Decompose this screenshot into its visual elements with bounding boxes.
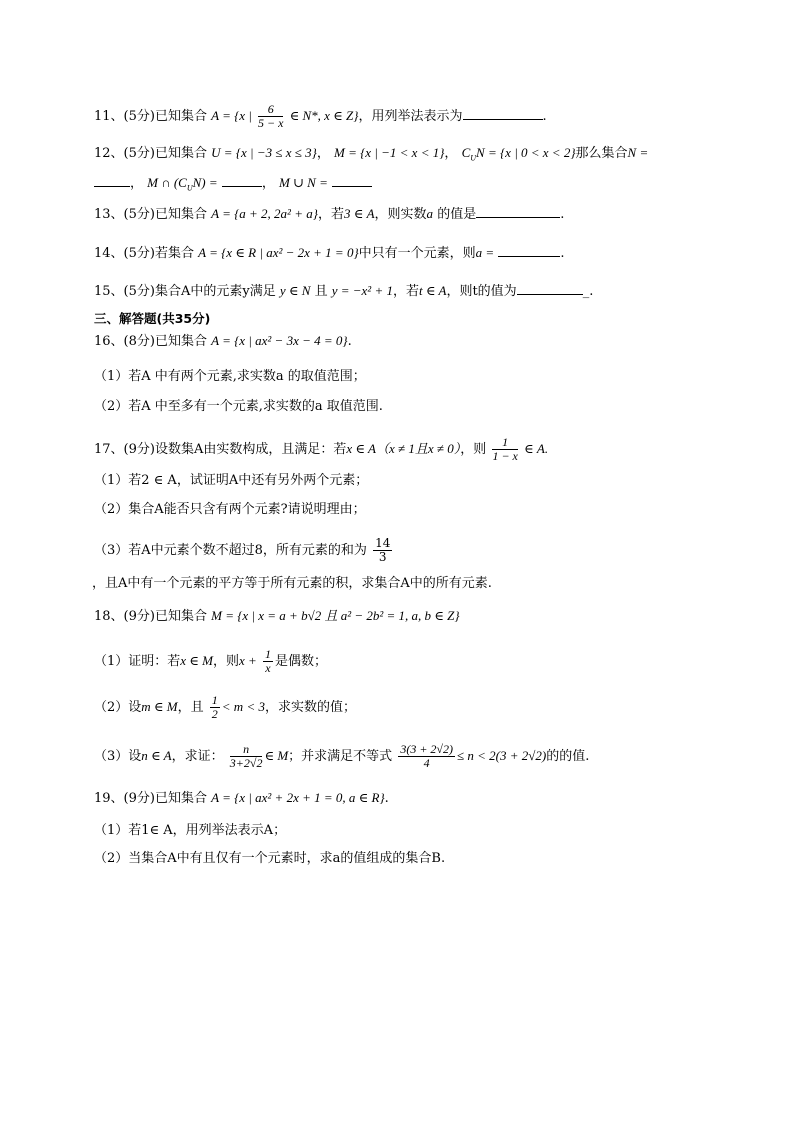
q17-fraction bbox=[492, 436, 517, 463]
q15-text3: ，若 bbox=[392, 284, 419, 299]
q14-ask: a = bbox=[475, 245, 495, 260]
q18-p2-den: 2 bbox=[211, 707, 218, 721]
q17-part-3-text: （3）若A中元素个数不超过8，所有元素的和为 bbox=[94, 543, 367, 558]
q12-union: M ∪ N = bbox=[278, 175, 328, 190]
q15-end: . bbox=[589, 284, 594, 299]
q18-p1-den: x bbox=[265, 661, 271, 675]
q12-ask: N = bbox=[627, 145, 649, 160]
q18-p3e: ；并求满足不等式 bbox=[288, 749, 393, 764]
q12-intersection: M ∩ $(C_UN)$ = bbox=[147, 175, 218, 193]
q17-frac-den: 1 − x bbox=[492, 449, 518, 463]
q14-mid: 中只有一个元素，则 bbox=[358, 246, 476, 261]
q18-expr: M = {x | x = a + b√2 且 a² − 2b² = 1, a, b ∈ Z} bbox=[211, 608, 460, 623]
q17-part-3 bbox=[94, 537, 394, 564]
q16-expr: A = {x | ax² − 3x − 4 = 0} bbox=[211, 333, 348, 348]
q15-text4: ，则t的值为 bbox=[446, 284, 517, 299]
question-12 bbox=[94, 144, 648, 168]
q13-answer-blank[interactable] bbox=[476, 204, 560, 218]
q19-part-2: （2）当集合A中有且仅有一个元素时，求a的值组成的集合B. bbox=[94, 851, 446, 866]
q12-blank-n[interactable] bbox=[94, 173, 130, 187]
q19-prefix: 19、(9分)已知集合 bbox=[94, 791, 207, 806]
q18-p3d: ∈ M bbox=[264, 748, 289, 763]
q11-prefix: 11、(5分)已知集合 bbox=[94, 109, 207, 124]
q18-p3f: ≤ n < 2(3 + 2√2) bbox=[457, 748, 547, 763]
q13-prefix: 13、(5分)已知集合 bbox=[94, 207, 207, 222]
q13-mid2: ，则实数 bbox=[374, 207, 427, 222]
q11-mid: ，用列举法表示为 bbox=[358, 109, 463, 124]
question-15 bbox=[94, 281, 593, 301]
q16-part-1: （1）若A 中有两个元素,求实数a 的取值范围； bbox=[94, 369, 366, 384]
q15-text2: 且 bbox=[314, 284, 328, 299]
q12-sep2: ， bbox=[444, 146, 458, 161]
q12-sep1: ， bbox=[316, 146, 330, 161]
q18-p2a: （2）设 bbox=[94, 700, 142, 715]
q18-p1-fraction bbox=[263, 648, 273, 675]
q12-blank-union[interactable] bbox=[332, 173, 372, 187]
q11-set-a: A = {x | bbox=[211, 108, 252, 123]
q16-part-2: （2）若A 中至多有一个元素,求实数的a 取值范围. bbox=[94, 399, 383, 414]
q17-part-1: （1）若2 ∈ A，试证明A中还有另外两个元素； bbox=[94, 473, 369, 488]
question-12-line2: ， M ∩ $(C_UN)$ = ， M ∪ N = bbox=[94, 173, 372, 198]
q18-part-2 bbox=[94, 694, 356, 721]
q15-blank-tail: _ bbox=[582, 284, 590, 299]
q18-prefix: 18、(9分)已知集合 bbox=[94, 609, 207, 624]
q18-p1e: 是偶数； bbox=[274, 654, 327, 669]
q15-text1: A中的元素y满足 bbox=[180, 284, 276, 299]
q11-end: . bbox=[542, 109, 547, 124]
q12-set-m: M = {x | −1 < x < 1} bbox=[333, 145, 445, 160]
q14-expr: A = {x ∈ R | ax² − 2x + 1 = 0} bbox=[198, 245, 359, 260]
q18-p1c: ，则 bbox=[213, 654, 240, 669]
q12-prefix: 12、(5分)已知集合 bbox=[94, 146, 207, 161]
q19-expr: A = {x | ax² + 2x + 1 = 0, a ∈ R} bbox=[211, 790, 385, 805]
q18-p3-num: n bbox=[230, 743, 263, 757]
q17-p3-den: 3 bbox=[378, 550, 387, 564]
q11-answer-blank[interactable] bbox=[463, 106, 543, 120]
q12-set-cun: $C_UN = \{x$ | 0 < x < 2} bbox=[461, 145, 576, 163]
q17-p3-num: 14 bbox=[375, 536, 391, 550]
q18-p1b: x ∈ M bbox=[180, 653, 214, 668]
q13-expr: A = {a + 2, 2a² + a} bbox=[211, 206, 318, 221]
q18-p3-den2: 4 bbox=[423, 756, 430, 770]
q18-p3-den: 3+2√2 bbox=[229, 756, 263, 770]
q11-fraction bbox=[258, 103, 283, 130]
q19-part-1: （1）若1∈ A，用列举法表示A； bbox=[94, 823, 287, 838]
question-19 bbox=[94, 789, 389, 808]
section-3-title: 三、解答题(共35分) bbox=[94, 311, 211, 326]
question-13: 13、(5分)已知集合 A = {a + 2, 2a² + a}，若3 ∈ A，则实数a 的值是 . bbox=[94, 206, 565, 222]
q17-part-3-continued: ，且A中有一个元素的平方等于所有元素的积，求集合A中的所有元素. bbox=[92, 576, 492, 591]
q12-mid: 那么集合 bbox=[575, 146, 628, 161]
q16-end: . bbox=[347, 334, 352, 349]
question-16 bbox=[94, 332, 352, 351]
q17-part-2: （2）集合A能否只含有两个元素?请说明理由； bbox=[94, 502, 366, 517]
question-11 bbox=[94, 103, 547, 130]
q11-frac-den: 5 − x bbox=[258, 116, 284, 130]
q17-frac-num: 1 bbox=[492, 436, 517, 450]
q15-cond1: y ∈ N bbox=[279, 283, 311, 298]
q17-mid: ，则 bbox=[460, 442, 487, 457]
q16-prefix: 16、(8分)已知集合 bbox=[94, 334, 207, 349]
q18-p3c: ，求证： bbox=[171, 749, 224, 764]
q18-p1a: （1）证明：若 bbox=[94, 654, 181, 669]
q14-end: . bbox=[560, 246, 565, 261]
q18-p2c: ，且 bbox=[177, 700, 204, 715]
q13-end: 的值是 bbox=[437, 207, 477, 222]
q18-p3b: n ∈ A bbox=[141, 748, 172, 763]
question-17 bbox=[94, 436, 548, 463]
q18-p3-fraction bbox=[230, 743, 263, 770]
q12-set-u: U = {x | −3 ≤ x ≤ 3} bbox=[211, 145, 317, 160]
q18-p2b: m ∈ M bbox=[141, 699, 178, 714]
q18-p2-fraction bbox=[210, 694, 220, 721]
q18-p1-num: 1 bbox=[264, 647, 271, 661]
q18-p2d: < m < 3 bbox=[221, 699, 265, 714]
q18-p3g: 的的值. bbox=[546, 749, 590, 764]
q18-p3-num2: 3(3 + 2√2) bbox=[400, 742, 454, 756]
q17-part-3-fraction bbox=[373, 537, 392, 564]
q12-blank-intersection[interactable] bbox=[222, 173, 262, 187]
q18-p2-num: 1 bbox=[211, 693, 218, 707]
question-18 bbox=[94, 607, 460, 626]
q17-tail: ∈ A. bbox=[524, 441, 549, 456]
q15-cond2: y = −x² + 1 bbox=[331, 283, 393, 298]
q14-prefix: 14、(5分)若集合 bbox=[94, 246, 194, 261]
q18-p3a: （3）设 bbox=[94, 749, 142, 764]
q17-cond: x ∈ A（x ≠ 1且x ≠ 0） bbox=[346, 441, 461, 456]
q18-p3-inequality-fraction bbox=[398, 743, 455, 770]
q11-set-tail: ∈ N*, x ∈ Z} bbox=[289, 108, 359, 123]
q13-mid: ，若 bbox=[317, 207, 344, 222]
q13-cond: 3 ∈ A bbox=[343, 206, 375, 221]
q15-prefix: 15、(5分)集合 bbox=[94, 284, 181, 299]
q18-part-3 bbox=[94, 743, 589, 770]
q15-answer-blank[interactable] bbox=[517, 281, 583, 295]
q18-p1d: x + bbox=[239, 653, 257, 668]
q13-var: a bbox=[426, 206, 434, 221]
q11-frac-num: 6 bbox=[258, 103, 283, 117]
q18-p2e: ，求实数的值； bbox=[264, 700, 356, 715]
q17-prefix: 17、(9分)设数集A由实数构成，且满足：若 bbox=[94, 442, 347, 457]
q19-end: . bbox=[384, 791, 389, 806]
q18-part-1 bbox=[94, 648, 327, 675]
question-14 bbox=[94, 243, 564, 263]
q14-answer-blank[interactable] bbox=[498, 243, 560, 257]
q15-cond3: t ∈ A bbox=[419, 283, 447, 298]
